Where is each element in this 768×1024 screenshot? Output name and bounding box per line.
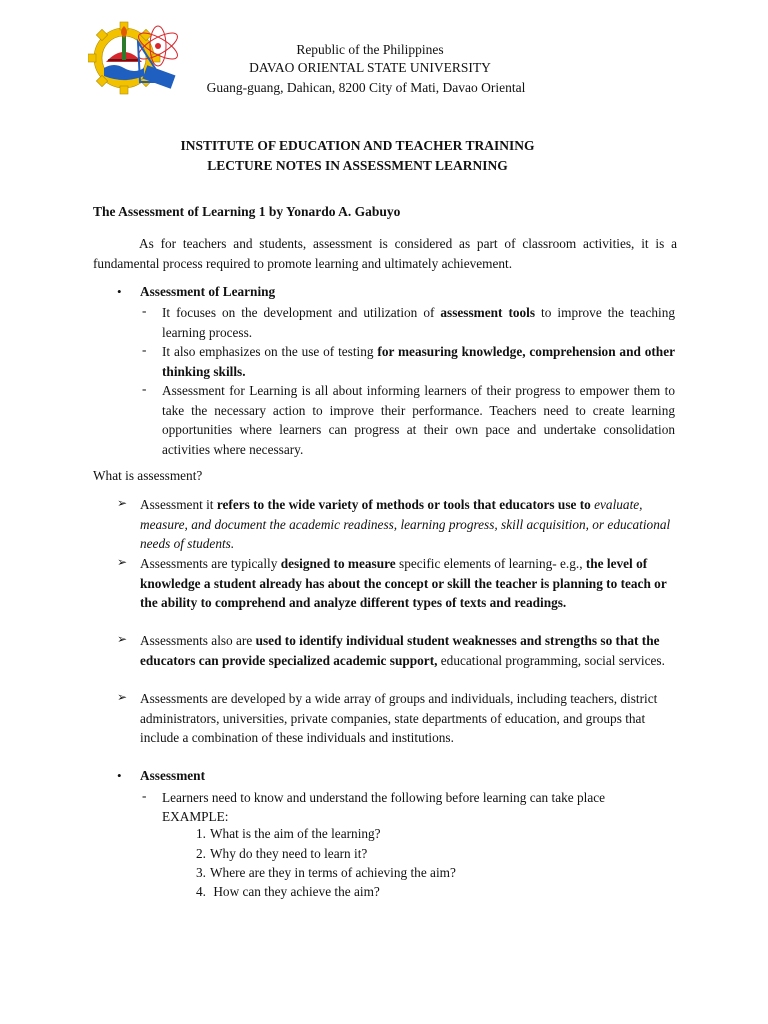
item-emphasis: refers to the wide variety of methods or tools that educators use to (216, 497, 591, 512)
dash-icon: - (142, 788, 147, 803)
list-number: 1. (196, 826, 206, 841)
list-number: 4. (196, 884, 206, 899)
arrow-bullet-icon: ➢ (117, 690, 128, 704)
item-text: Assessments are typically (140, 556, 281, 571)
list-item (140, 495, 675, 554)
institute-title: INSTITUTE OF EDUCATION AND TEACHER TRAINING (180, 138, 535, 153)
example-label: EXAMPLE: (162, 809, 229, 824)
dash-icon: - (142, 381, 147, 396)
item-text: specific elements of learning- e.g., (395, 556, 586, 571)
question-heading: What is assessment? (93, 468, 203, 483)
bullet-icon: • (117, 768, 122, 783)
header-republic: Republic of the Philippines (296, 42, 444, 57)
list-item: Assessment for Learning is all about informing learners of their progress to empower them to take the necessary action to improve their performance. Teachers need to create learning opportunities where learners can progress at their own pace and undertake consolidation activities where necessary. (162, 383, 675, 457)
list-item (162, 342, 675, 381)
numbered-item: What is the aim of the learning? (210, 826, 381, 841)
list-item (140, 554, 675, 613)
bullet-icon: • (117, 284, 122, 299)
item-emphasis: used to identify individual student weaknesses and strengths so that the educators can provide specialized academic support, (140, 633, 660, 668)
item-text: It focuses on the development and utilization of (162, 305, 441, 320)
list-number: 2. (196, 846, 206, 861)
item-emphasis: for measuring knowledge, comprehension and other thinking skills. (162, 344, 675, 379)
numbered-item: Where are they in terms of achieving the aim? (210, 865, 456, 880)
item-italic: evaluate, measure, and document the academic readiness, learning progress, skill acquisition, or educational needs of students. (140, 497, 671, 551)
section-heading: Assessment (140, 768, 206, 783)
dash-icon: - (142, 342, 147, 357)
document-title: The Assessment of Learning 1 by Yonardo A. Gabuyo (93, 204, 401, 219)
item-emphasis: designed to measure (280, 556, 396, 571)
section-heading: Assessment of Learning (140, 284, 276, 299)
arrow-bullet-icon: ➢ (117, 632, 128, 646)
header-university: DAVAO ORIENTAL STATE UNIVERSITY (249, 60, 491, 75)
dash-icon: - (142, 303, 147, 318)
list-item: Learners need to know and understand the following before learning can take place (162, 790, 606, 805)
arrow-bullet-icon: ➢ (117, 555, 128, 569)
list-item (140, 631, 675, 670)
item-text: It also emphasizes on the use of testing (162, 344, 378, 359)
intro-paragraph: As for teachers and students, assessment is considered as part of classroom activities, it is a fundamental process required to promote learning and ultimately achievement. (93, 236, 677, 271)
list-number: 3. (196, 865, 206, 880)
lecture-title: LECTURE NOTES IN ASSESSMENT LEARNING (207, 158, 508, 173)
list-item (162, 303, 675, 342)
item-text: educational programming, social services. (437, 652, 665, 668)
item-emphasis: the level of knowledge a student already has about the concept or skill the teacher is planning to teach or the ability to comprehend and analyze different types of texts and readings. (140, 556, 667, 610)
numbered-item: Why do they need to learn it? (210, 846, 368, 861)
header-address: Guang-guang, Dahican, 8200 City of Mati, Davao Oriental (206, 80, 526, 95)
item-text: Assessments also are (140, 633, 256, 648)
item-text: to improve the teaching learning process. (162, 305, 675, 340)
arrow-bullet-icon: ➢ (117, 496, 128, 510)
numbered-item: How can they achieve the aim? (210, 884, 380, 899)
item-emphasis: assessment tools (440, 305, 536, 320)
item-text: Assessment it (140, 497, 217, 512)
list-item: Assessments are developed by a wide array of groups and individuals, including teachers, district administrators, universities, private companies, state departments of education, and groups that include a combination of these individuals and institutions. (140, 691, 658, 745)
